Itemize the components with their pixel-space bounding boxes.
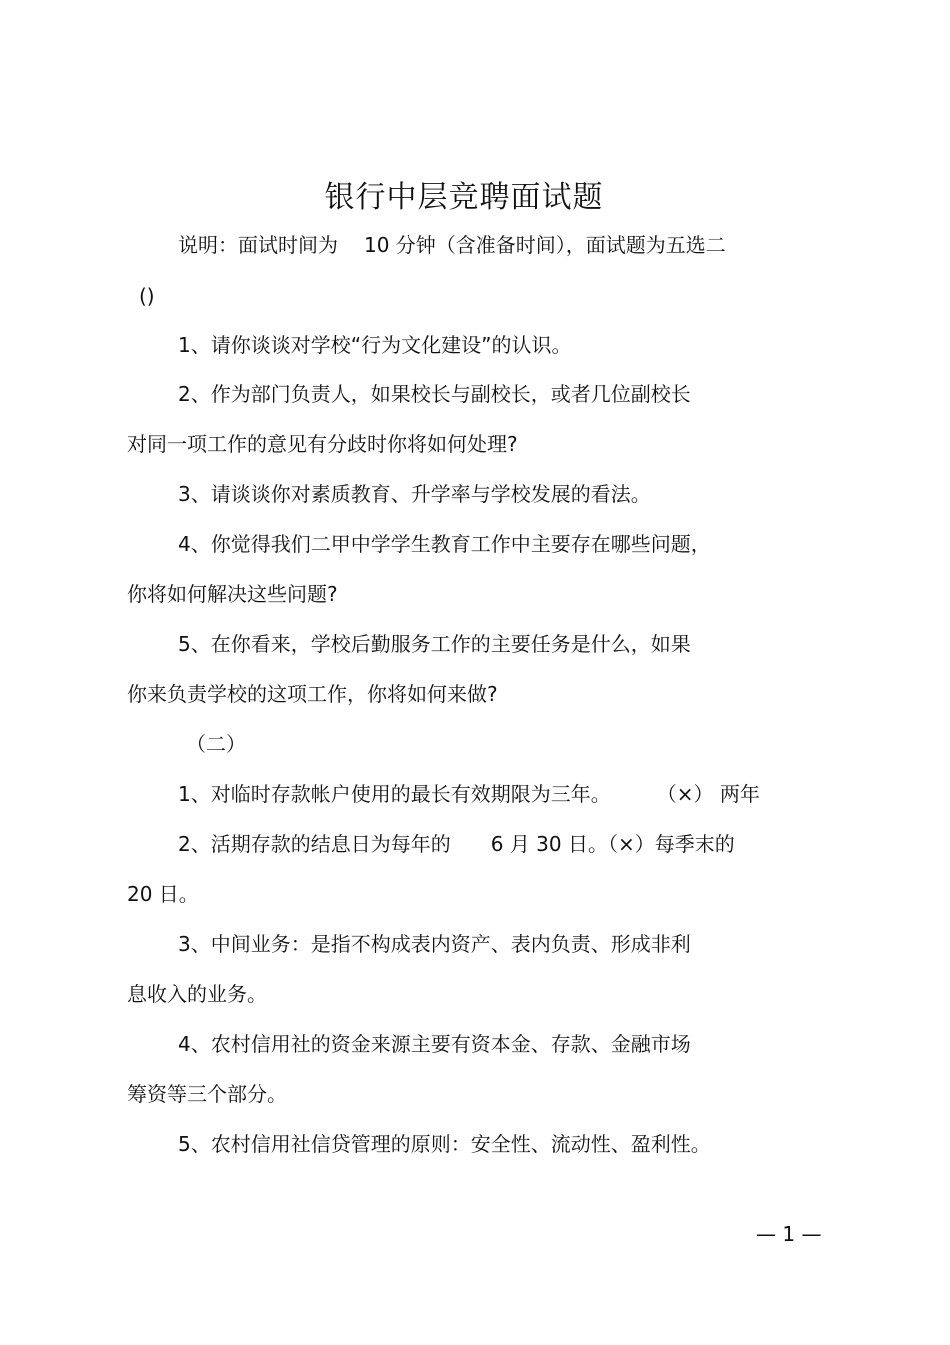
- page-number: — 1 —: [756, 1222, 822, 1246]
- intro-parentheses: (): [139, 284, 155, 308]
- question-2-line-1: 2、作为部门负责人，如果校长与副校长，或者几位副校长: [178, 382, 691, 406]
- question-2-line-2: 对同一项工作的意见有分歧时你将如何处理?: [127, 432, 518, 456]
- answer-4-line-1: 4、农村信用社的资金来源主要有资本金、存款、金融市场: [178, 1032, 691, 1056]
- section-2-heading: （二）: [186, 732, 246, 756]
- question-3: 3、请谈谈你对素质教育、升学率与学校发展的看法。: [178, 482, 651, 506]
- intro-text-part2: 10 分钟（含准备时间），面试题为五选二: [364, 233, 726, 257]
- answer-3-line-1: 3、中间业务：是指不构成表内资产、表内负责、形成非利: [178, 932, 691, 956]
- answer-2-line-1: [178, 830, 735, 858]
- answer-2-text-part2: 6 月 30 日。（×）每季末的: [490, 832, 735, 856]
- answer-2-line-2: 20 日。: [127, 882, 199, 906]
- question-5-line-1: 5、在你看来，学校后勤服务工作的主要任务是什么，如果: [178, 632, 691, 656]
- intro-line: [178, 231, 726, 259]
- question-4-line-2: 你将如何解决这些问题?: [127, 582, 338, 606]
- answer-3-line-2: 息收入的业务。: [127, 982, 267, 1006]
- question-1: 1、请你谈谈对学校“行为文化建设”的认识。: [178, 333, 572, 357]
- answer-1-mark: （×） 两年: [656, 782, 760, 806]
- answer-2-text-part1: 2、活期存款的结息日为每年的: [178, 832, 451, 856]
- question-4-line-1: 4、你觉得我们二甲中学学生教育工作中主要存在哪些问题，: [178, 532, 711, 556]
- answer-1-text: 1、对临时存款帐户使用的最长有效期限为三年。: [178, 782, 611, 806]
- answer-5: 5、农村信用社信贷管理的原则：安全性、流动性、盈利性。: [178, 1132, 711, 1156]
- intro-text-part1: 说明：面试时间为: [178, 233, 338, 257]
- answer-1-line: [178, 780, 760, 808]
- document-title: 银行中层竞聘面试题: [324, 180, 604, 215]
- answer-4-line-2: 筹资等三个部分。: [127, 1082, 287, 1106]
- question-5-line-2: 你来负责学校的这项工作，你将如何来做?: [127, 682, 498, 706]
